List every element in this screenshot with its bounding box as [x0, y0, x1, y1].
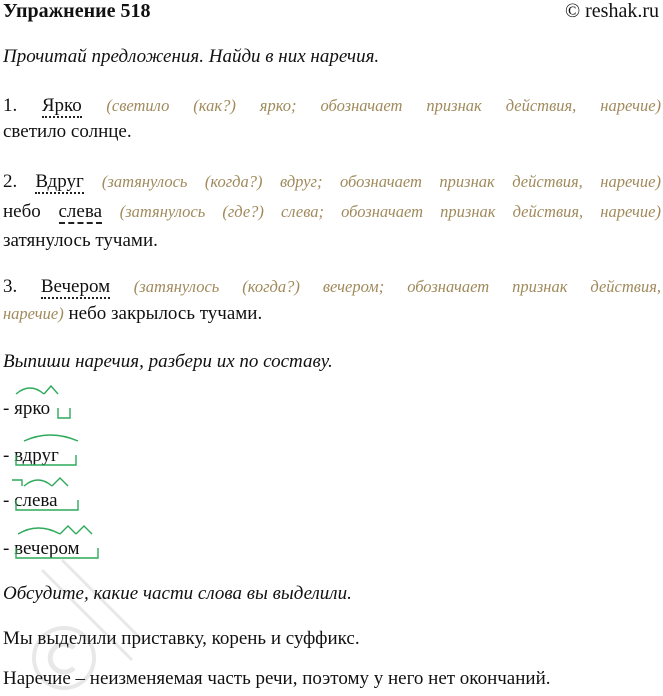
item-word — [14, 445, 59, 467]
task-instruction-2: Выпиши наречия, разбери их по составу. — [3, 351, 333, 372]
adverb-word: Ярко — [41, 95, 82, 116]
item-word — [14, 398, 50, 420]
list-dash: - — [3, 398, 10, 419]
task-instruction-1: Прочитай предложения. Найди в них наречия. — [3, 46, 380, 67]
task-instruction-3: Обсудите, какие части слова вы выделили. — [3, 583, 352, 604]
sentence-3-line-1 — [3, 276, 661, 298]
item-word-text: вдруг — [14, 445, 59, 466]
list-dash: - — [3, 490, 10, 511]
sentence-number: 1. — [3, 95, 18, 116]
adverb-word: слева — [58, 201, 103, 222]
list-dash: - — [3, 445, 10, 466]
sentence-number: 2. — [3, 171, 18, 192]
sentence-text: небо закрылось тучами. — [68, 303, 263, 324]
morpheme-item-vdrug — [3, 445, 59, 467]
morpheme-item-sleva — [3, 490, 58, 512]
answer-line-1: Мы выделили приставку, корень и суффикс. — [3, 628, 360, 649]
analysis-note: наречие) — [3, 304, 64, 323]
answer-line-2: Наречие – неизменяемая часть речи, поэтому у него нет окончаний. — [3, 668, 551, 689]
morpheme-marks — [10, 429, 90, 469]
analysis-note: (светило (как?) ярко; обозначает признак действия, наречие) — [106, 96, 662, 115]
morpheme-marks — [10, 382, 80, 422]
item-word-text: слева — [14, 490, 58, 511]
sentence-2-line-2 — [3, 201, 661, 223]
adverb-word: Вдруг — [35, 171, 84, 192]
sentence-1-line-2: светило солнце. — [3, 121, 132, 142]
morpheme-marks — [10, 474, 90, 514]
item-word-text: ярко — [14, 398, 51, 419]
adverb-word: Вечером — [40, 276, 111, 297]
sentence-text: небо — [3, 201, 41, 222]
analysis-note: (затянулось (когда?) вечером; обозначает признак действия, — [133, 277, 662, 296]
site-copyright: © reshak.ru — [564, 0, 659, 22]
analysis-note: (затянулось (где?) слева; обозначает признак действия, наречие) — [119, 202, 661, 221]
item-word — [14, 490, 58, 512]
sentence-1-line-1 — [3, 95, 661, 117]
morpheme-item-yarko — [3, 398, 50, 420]
item-word-text: вечером — [14, 538, 80, 559]
reshak-watermark-icon — [2, 540, 152, 696]
sentence-3-line-2 — [3, 303, 262, 325]
sentence-2-line-3: затянулось тучами. — [3, 230, 158, 251]
sentence-number: 3. — [3, 276, 18, 297]
analysis-note: (затянулось (когда?) вдруг; обозначает признак действия, наречие) — [101, 172, 661, 191]
list-dash: - — [3, 538, 10, 559]
exercise-title: Упражнение 518 — [3, 0, 151, 22]
sentence-2-line-1 — [3, 171, 661, 193]
